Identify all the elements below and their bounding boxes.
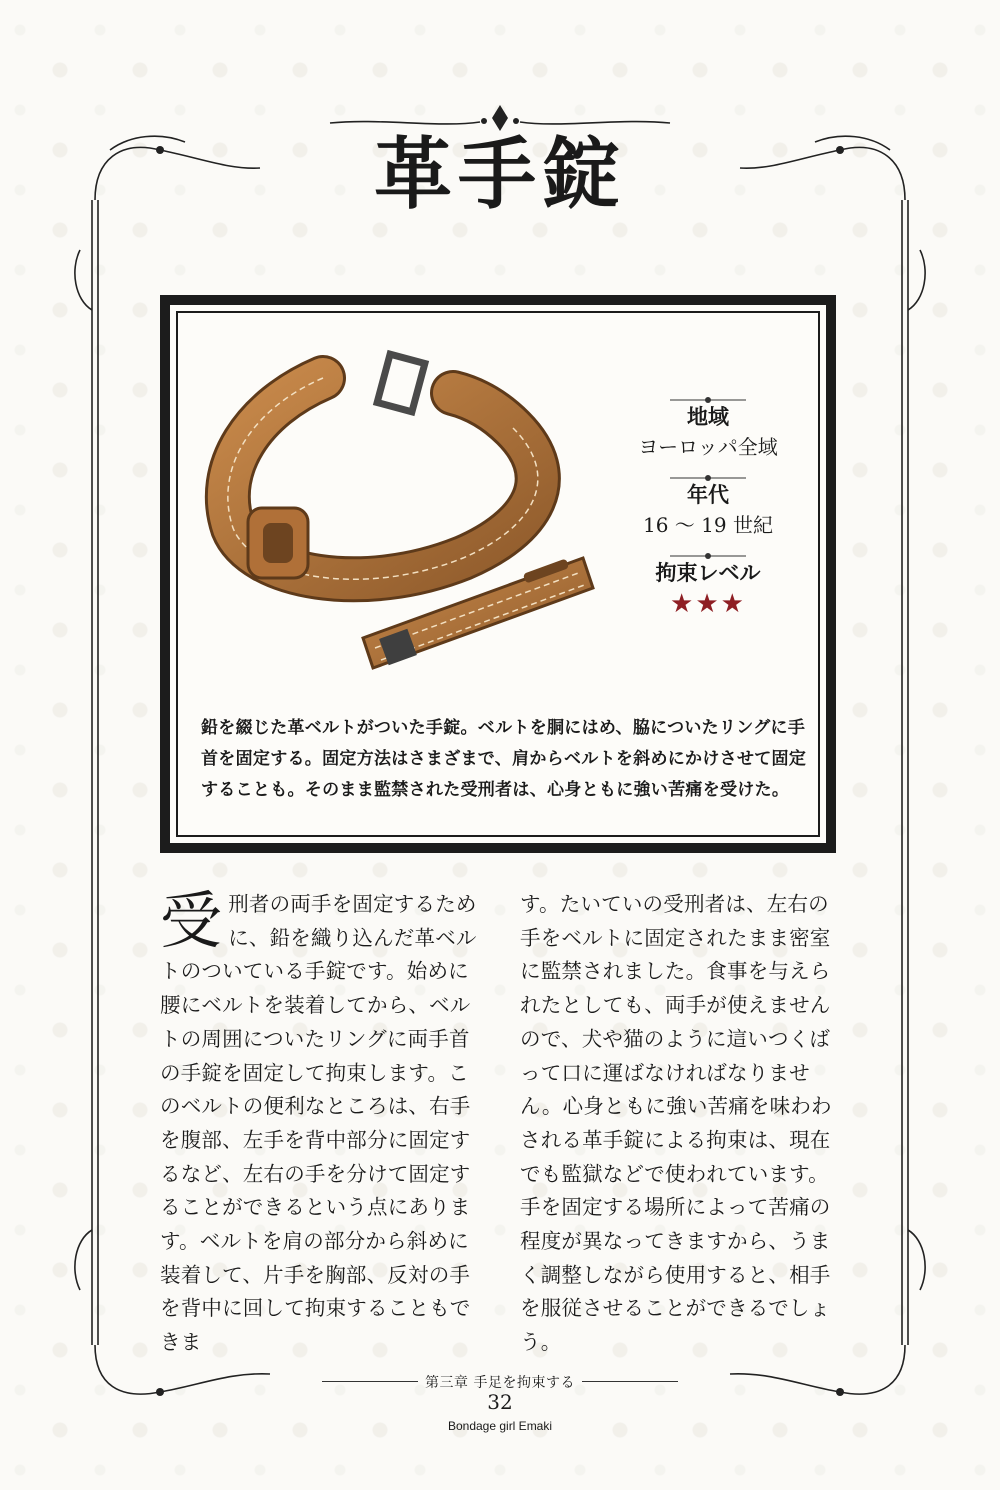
info-box-inner xyxy=(170,305,826,843)
page-title: 革手錠 xyxy=(373,129,626,220)
era-value: 16 〜 19 世紀 xyxy=(643,513,773,537)
body-column-right xyxy=(520,888,845,1355)
region-label: 地域 xyxy=(687,404,729,429)
restraint-level-label: 拘束レベル xyxy=(655,560,761,585)
leather-handcuff-illustration xyxy=(203,338,613,678)
ornament-divider-icon xyxy=(603,546,813,558)
body-text-right: す。たいていの受刑者は、左右の手をベルトに固定されたまま密室に監禁されました。食事を与えられたとしても、両手が使えませんので、犬や猫のように這いつくばって口に運ばなければなりません。心身ともに強い苦痛を味わわされる革手錠による拘束は、現在でも監獄などで使われています。手を固定する場所によって苦痛の程度が異なってきますから、うまく調整しながら使用すると、相手を服従させることができるでしょう。 xyxy=(520,892,832,1355)
info-caption: 鉛を綴じた革ベルトがついた手錠。ベルトを胴にはめ、脇についたリングに手首を固定する。固定方法はさまざまで、肩からベルトを斜めにかけさせて固定することも。そのまま監禁された受刑者は、心身ともに強い苦痛を受けた。 xyxy=(201,718,807,800)
era-label: 年代 xyxy=(687,482,729,507)
body-text xyxy=(160,884,845,1355)
ornament-divider-icon xyxy=(603,468,813,480)
chapter-heading: 第三章 手足を拘束する xyxy=(425,1375,575,1391)
page-number: 32 xyxy=(487,1390,513,1414)
book-title: Bondage girl Emaki xyxy=(447,1419,553,1433)
body-column-left xyxy=(160,884,485,1355)
body-text-left: 刑者の両手を固定するために、鉛を織り込んだ革ベルトのついている手錠です。始めに腰にベルトを装着してから、ベルトの周囲についたリングに両手首の手錠を固定して拘束します。このベルトの便利なところは、右手を腹部、左手を背中部分に固定するなど、左右の手を分けて固定することができるという点にあります。ベルトを肩の部分から斜めに装着して、片手を胸部、反対の手を背中に回して拘束することもできま xyxy=(160,892,477,1355)
info-meta xyxy=(603,390,813,620)
restraint-level-stars-icon: ★★★ xyxy=(670,589,746,619)
ornament-divider-icon xyxy=(603,390,813,402)
region-value: ヨーロッパ全域 xyxy=(638,435,778,459)
info-box xyxy=(160,295,836,853)
drop-cap: 受 xyxy=(160,884,223,957)
